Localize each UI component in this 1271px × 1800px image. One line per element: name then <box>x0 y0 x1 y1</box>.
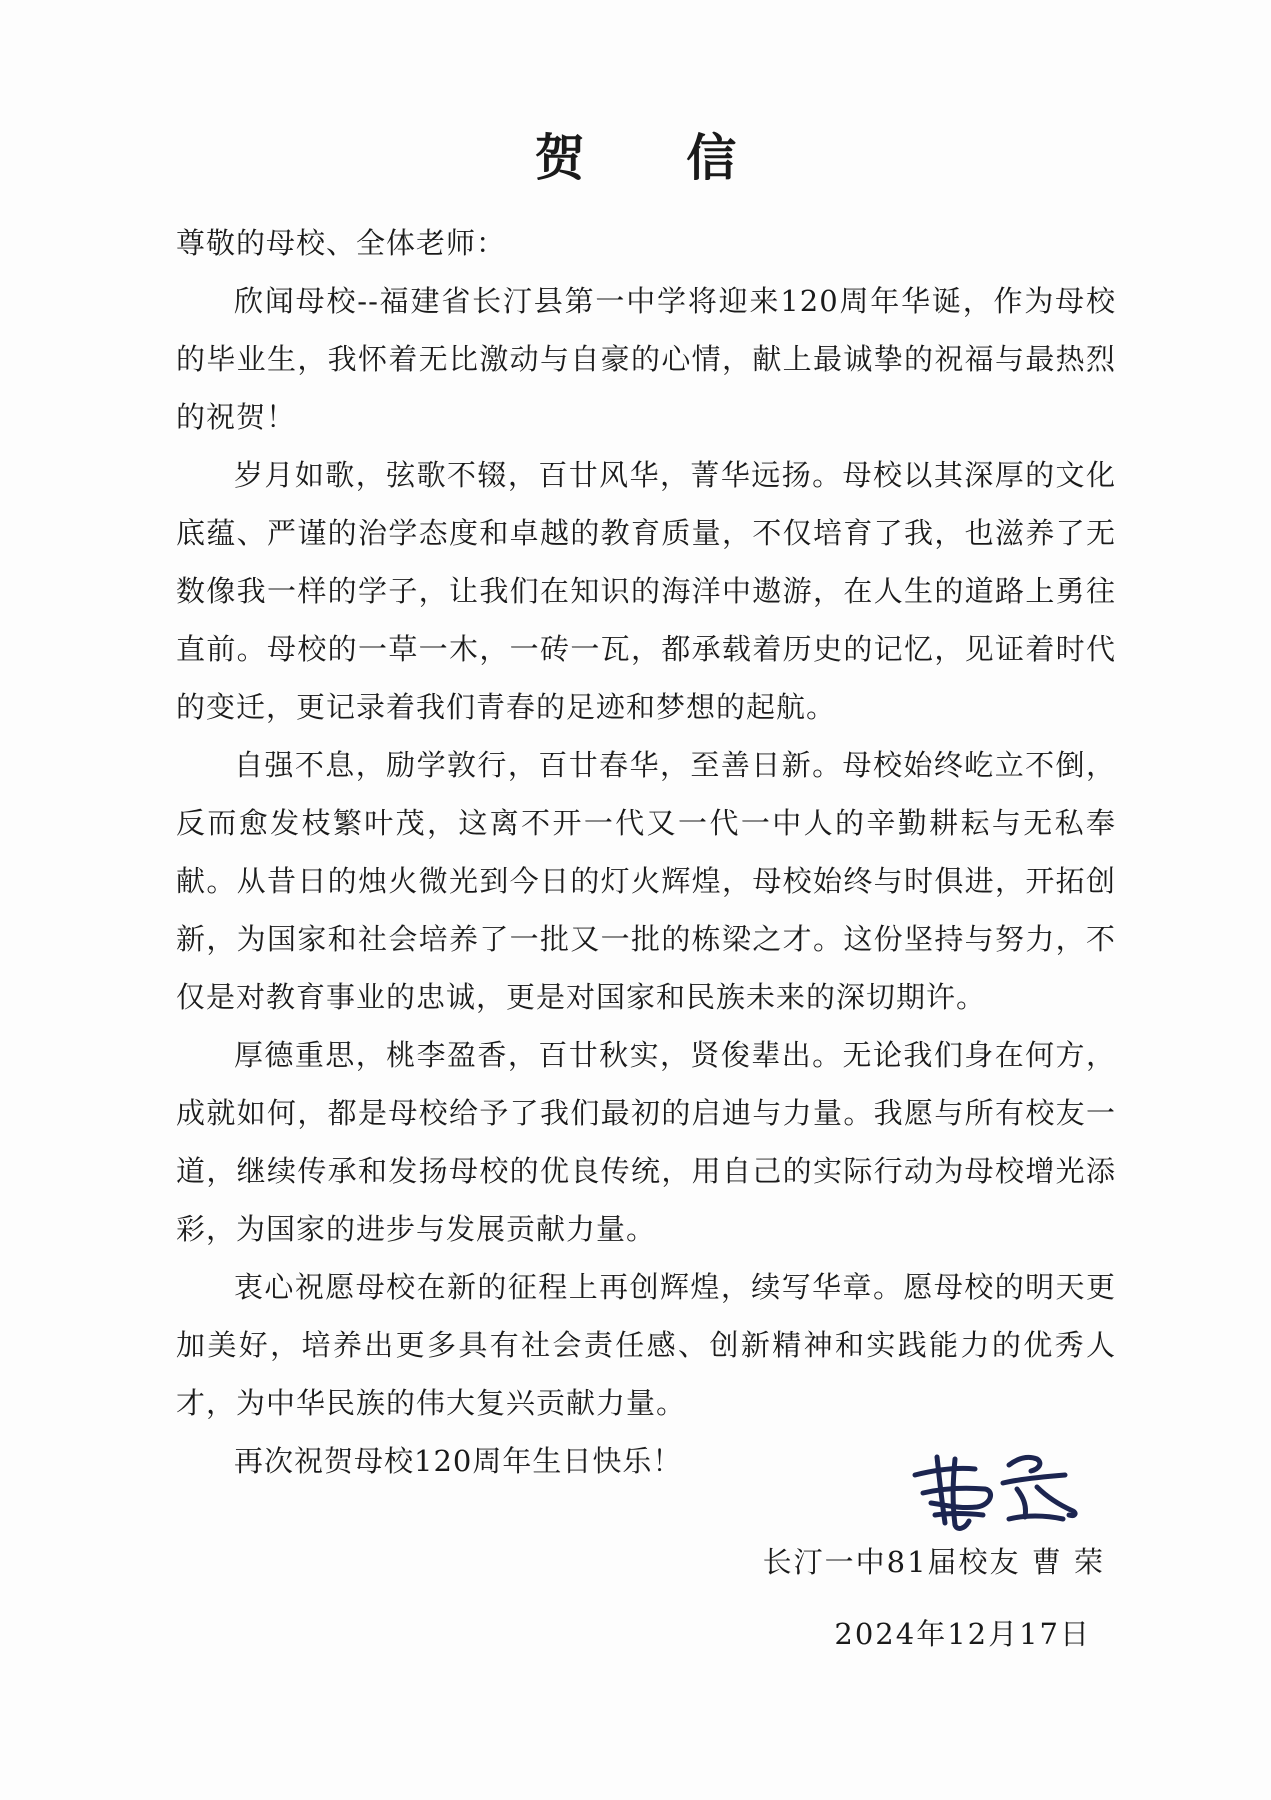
letter-date: 2024年12月17日 <box>834 1617 1091 1651</box>
sender-line: 长汀一中81届校友 曹 荣 <box>762 1545 1105 1579</box>
handwritten-signature <box>905 1445 1085 1535</box>
paragraph-2: 岁月如歌，弦歌不辍，百廿风华，菁华远扬。母校以其深厚的文化底蕴、严谨的治学态度和卓越的教育质量，不仅培育了我，也滋养了无数像我一样的学子，让我们在知识的海洋中遨游，在人生的道路上勇往直前。母校的一草一木，一砖一瓦，都承载着历史的记忆，见证着时代的变迁，更记录着我们青春的足迹和梦想的起航。 <box>176 458 1116 724</box>
letter-title: 贺 信 <box>534 128 779 187</box>
paragraph-1: 欣闻母校--福建省长汀县第一中学将迎来120周年华诞，作为母校的毕业生，我怀着无比激动与自豪的心情，献上最诚挚的祝福与最热烈的祝贺！ <box>176 284 1116 434</box>
letter-body <box>176 214 1116 1490</box>
closing-paragraph: 再次祝贺母校120周年生日快乐！ <box>234 1444 683 1478</box>
salutation: 尊敬的母校、全体老师： <box>176 226 507 260</box>
paragraph-3: 自强不息，励学敦行，百廿春华，至善日新。母校始终屹立不倒，反而愈发枝繁叶茂，这离不开一代又一代一中人的辛勤耕耘与无私奉献。从昔日的烛火微光到今日的灯火辉煌，母校始终与时俱进，开拓创新，为国家和社会培养了一批又一批的栋梁之才。这份坚持与努力，不仅是对教育事业的忠诚，更是对国家和民族未来的深切期许。 <box>176 748 1116 1014</box>
paragraph-4: 厚德重思，桃李盈香，百廿秋实，贤俊辈出。无论我们身在何方，成就如何，都是母校给予了我们最初的启迪与力量。我愿与所有校友一道，继续传承和发扬母校的优良传统，用自己的实际行动为母校增光添彩，为国家的进步与发展贡献力量。 <box>176 1038 1116 1246</box>
paragraph-5: 衷心祝愿母校在新的征程上再创辉煌，续写华章。愿母校的明天更加美好，培养出更多具有社会责任感、创新精神和实践能力的优秀人才，为中华民族的伟大复兴贡献力量。 <box>176 1270 1116 1420</box>
